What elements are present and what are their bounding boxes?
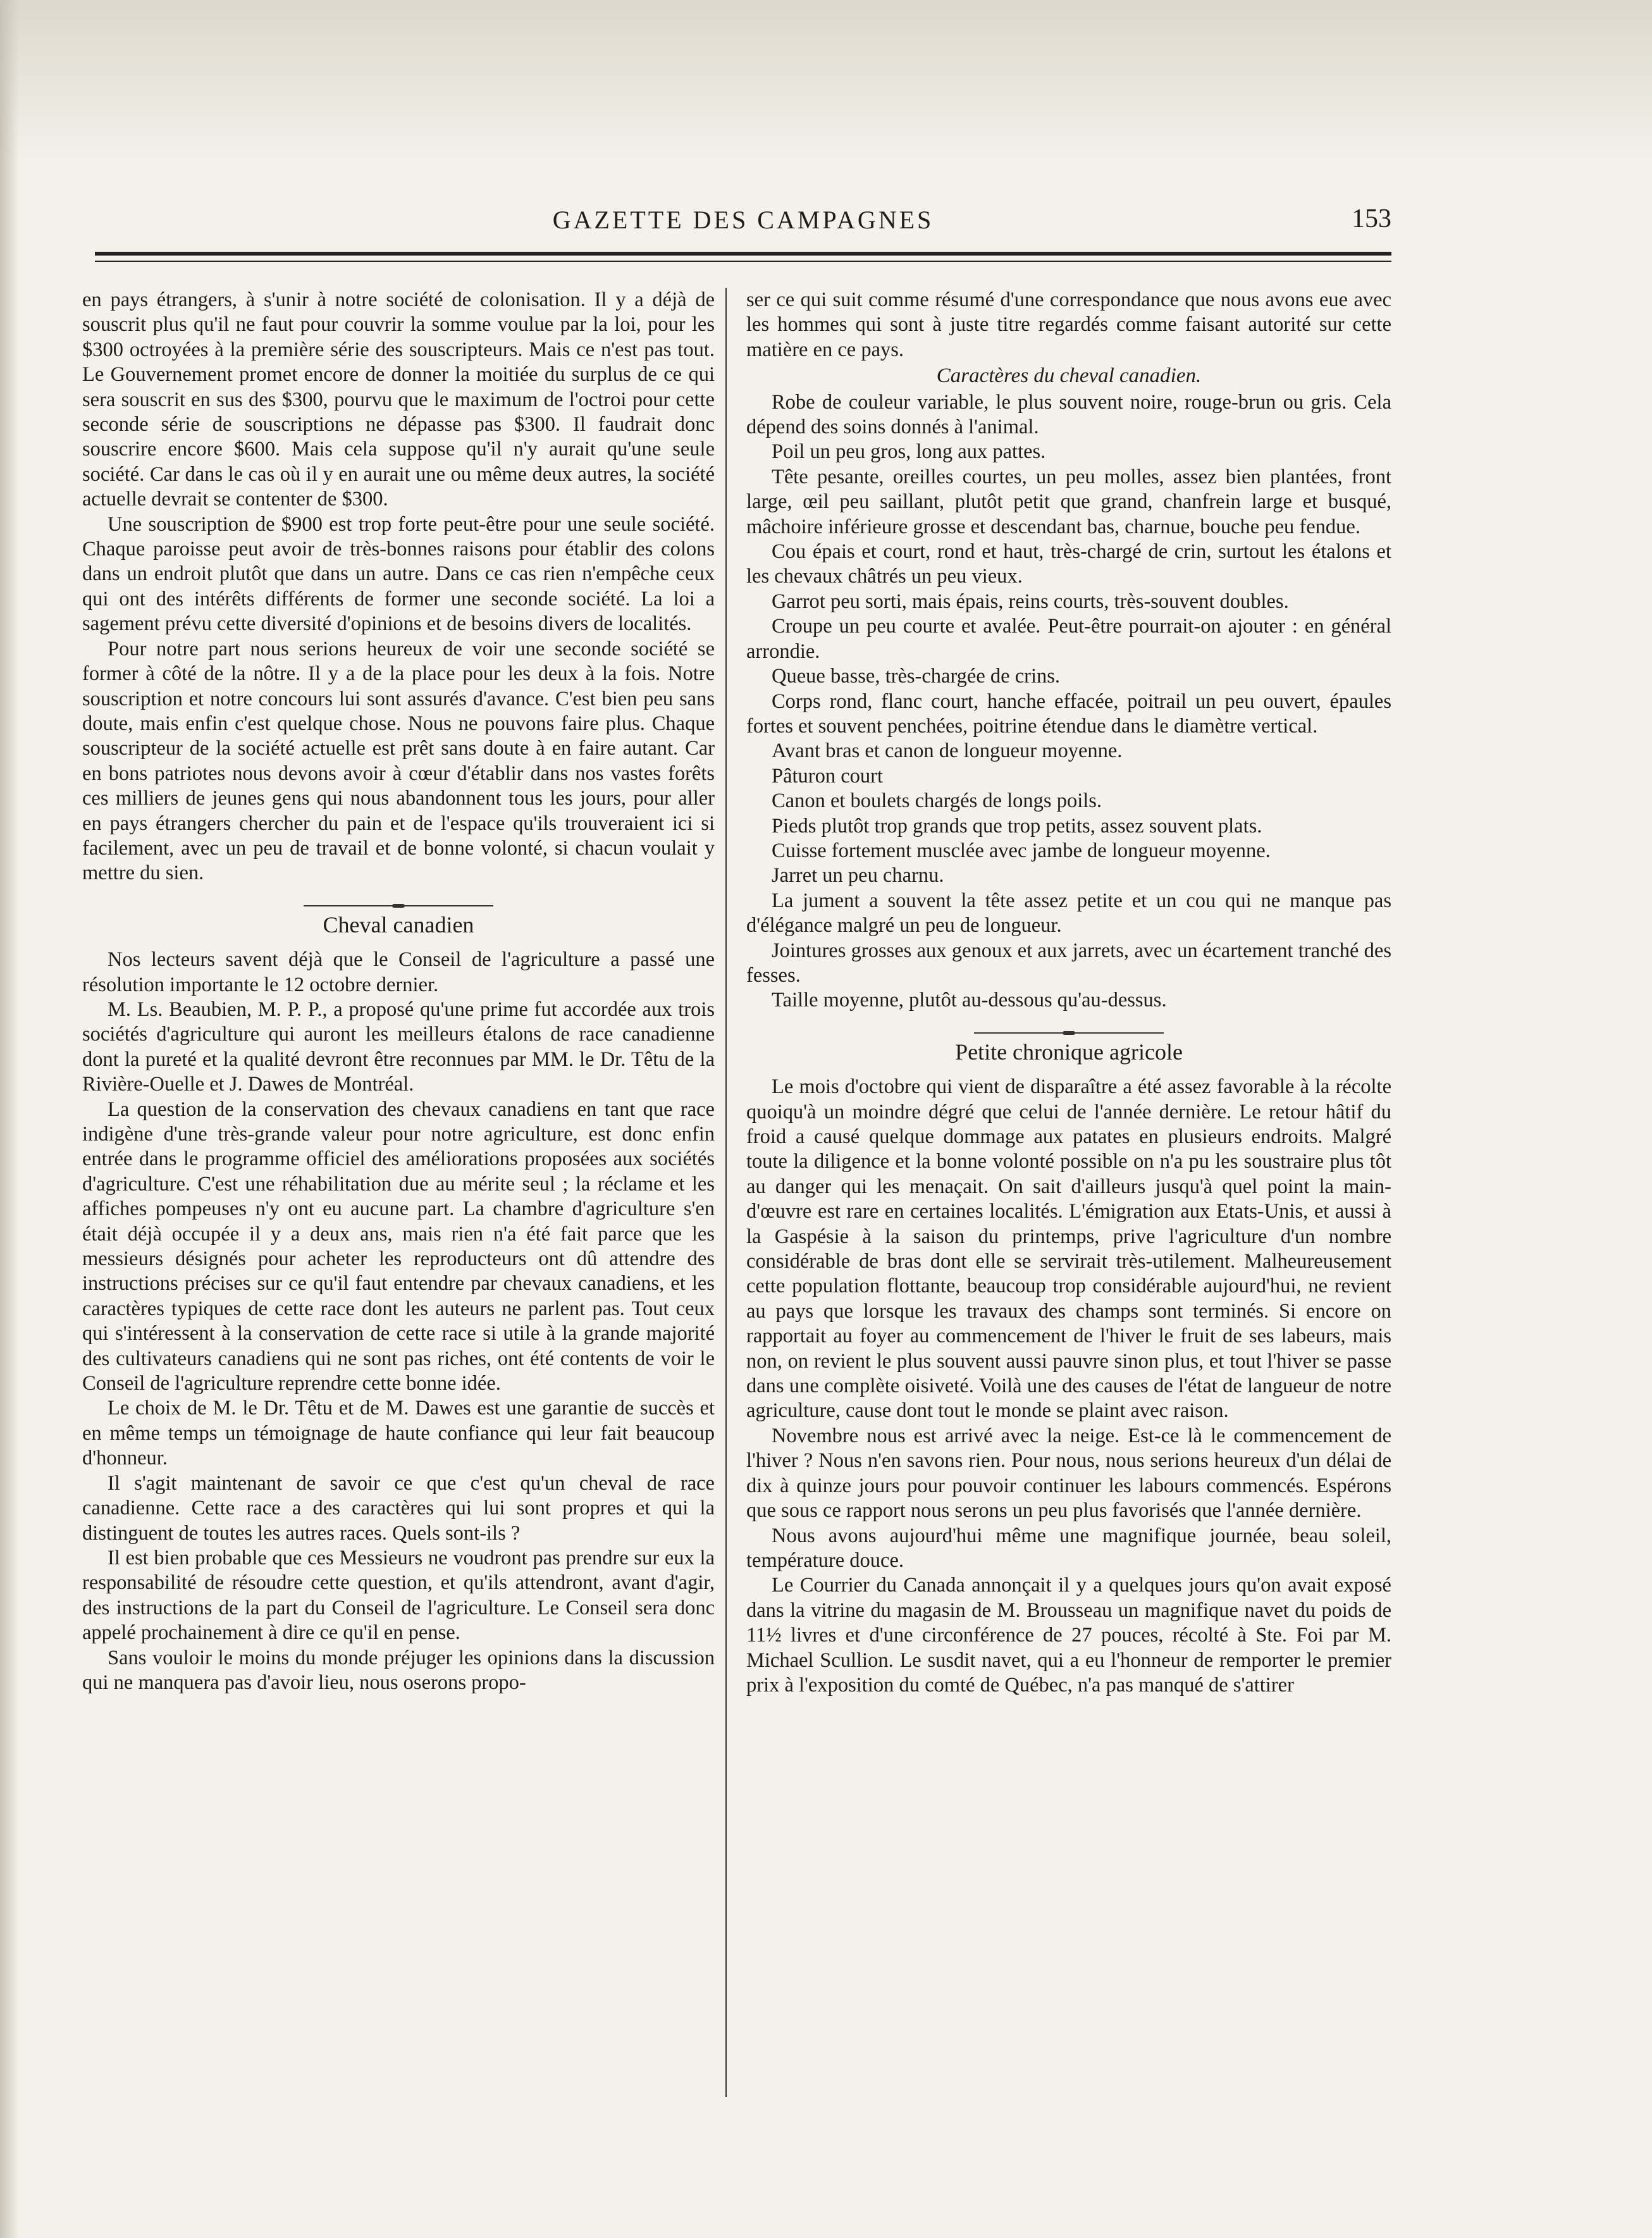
section-separator xyxy=(974,1031,1164,1035)
running-title: GAZETTE DES CAMPAGNES xyxy=(552,206,934,234)
trait-item: Tête pesante, oreilles courtes, un peu molles, assez bien plantées, front large, œil peu saillant, plutôt petit que grand, chanfrein large et busqué, mâchoire inférieure grosse et descendant bas, charnue, bouche peu fendue. xyxy=(746,465,1391,538)
paragraph: La question de la conservation des chevaux canadiens en tant que race indigène d'une très-grande valeur pour notre agriculture, est donc enfin entrée dans le programme officiel des améliorations proposées aux sociétés d'agriculture. C'est une réhabilitation due au mérite seul ; la réclame et les affiches pompeuses n'y ont eu aucune part. La chambre d'agriculture s'en était déjà occupée il y a deux ans, mais rien n'a été fait parce que les messieurs désignés pour acheter les reproducteurs ont dû attendre des instructions précises sur ce qu'il faut entendre par chevaux canadiens, et les caractères typiques de cette race dont les auteurs ne parlent pas. Tout ceux qui s'intéressent à la conservation de cette race si utile à la grande majorité des cultivateurs canadiens qui ne sont pas riches, ont été contents de voir le Conseil de l'agriculture reprendre cette bonne idée. xyxy=(82,1097,715,1395)
scan-shadow-left xyxy=(0,0,19,2238)
header-rule-thin xyxy=(95,261,1391,262)
paragraph: Le choix de M. le Dr. Têtu et de M. Dawes est une garantie de succès et en même temps un témoignage de haute confiance qui leur fait beaucoup d'honneur. xyxy=(82,1397,715,1470)
right-column xyxy=(746,288,1391,1698)
subhead-caracteres: Caractères du cheval canadien. xyxy=(936,364,1202,388)
trait-item: Robe de couleur variable, le plus souvent noire, rouge-brun ou gris. Cela dépend des soins donnés à l'animal. xyxy=(746,390,1391,439)
page-number: 153 xyxy=(1352,204,1391,233)
trait-item: Canon et boulets chargés de longs poils. xyxy=(772,789,1102,813)
paragraph: Le Courrier du Canada annonçait il y a quelques jours qu'on avait exposé dans la vitrine du magasin de M. Brousseau un magnifique navet du poids de 11½ livres et d'une circonférence de 27 pouces, récolté à Ste. Foi par M. Michael Scullion. Le susdit navet, qui a eu l'honneur de remporter le premier prix à l'exposition du comté de Québec, n'a pas manqué de s'attirer xyxy=(746,1574,1391,1697)
paragraph: Nos lecteurs savent déjà que le Conseil de l'agriculture a passé une résolution importante le 12 octobre dernier. xyxy=(82,948,715,996)
page-header xyxy=(95,201,1391,239)
paragraph: Le mois d'octobre qui vient de disparaître a été assez favorable à la récolte quoiqu'à un moindre dégré que celui de l'année dernière. Le retour hâtif du froid a causé quelque dommage aux patates en plusieurs endroits. Malgré toute la diligence et la bonne volonté possible on n'a pu les soustraire plus tôt au danger qui les menaçait. On sait d'ailleurs jusqu'à quel point la main-d'œuvre est rare en certaines localités. L'émigration aux Etats-Unis, et aussi à la Gaspésie à la saison du printemps, prive l'agriculture d'un nombre considérable de bras dont elle se servirait très-utilement. Malheureusement cette population flottante, beaucoup trop considérable aujourd'hui, ne revient au pays que lorsque les travaux des champs sont terminés. Si encore on rapportait au foyer au commencement de l'hiver le fruit de ses labeurs, mais non, on revient le plus souvent aussi pauvre sinon plus, et tout l'hiver se passe dans une complète oisiveté. Voilà une des causes de l'état de langueur de notre agriculture, cause dont tout le monde se plaint avec raison. xyxy=(746,1075,1391,1423)
paragraph: ser ce qui suit comme résumé d'une correspondance que nous avons eue avec les hommes qui sont à juste titre regardés comme faisant autorité sur cette matière en ce pays. xyxy=(746,288,1391,361)
paragraph: Pour notre part nous serions heureux de voir une seconde société se former à côté de la nôtre. Il y a de la place pour les deux à la fois. Notre souscription et notre concours lui sont assurés d'avance. C'est bien peu sans doute, mais enfin c'est quelque chose. Nous ne pouvons faire plus. Chaque souscripteur de la société actuelle est prêt sans doute à en faire autant. Car en bons patriotes nous devons avoir à cœur d'établir dans nos vastes forêts ces milliers de jeunes gens qui nous abandonnent tous les jours, pour aller en pays étrangers chercher du pain et de l'espace qu'ils trouveraient ici si facilement, avec un peu de travail et de bonne volonté, si chacun voulait y mettre du sien. xyxy=(82,637,715,885)
trait-item: Cou épais et court, rond et haut, très-chargé de crin, surtout les étalons et les chevaux châtrés un peu vieux. xyxy=(746,540,1391,588)
trait-item: Pieds plutôt trop grands que trop petits, assez souvent plats. xyxy=(772,814,1262,838)
trait-item: Queue basse, très-chargée de crins. xyxy=(772,665,1060,688)
paragraph: Il est bien probable que ces Messieurs ne voudront pas prendre sur eux la responsabilité de résoudre cette question, et qu'ils attendront, avant d'agir, des instructions de la part du Conseil de l'agriculture. Le Conseil sera donc appelé prochainement à dire ce qu'il en pense. xyxy=(82,1546,715,1645)
section-title-cheval: Cheval canadien xyxy=(323,912,474,937)
scan-shadow-top xyxy=(0,0,1652,164)
trait-item: Jointures grosses aux genoux et aux jarrets, avec un écartement tranché des fesses. xyxy=(746,939,1391,987)
trait-item: Taille moyenne, plutôt au-dessous qu'au-dessus. xyxy=(772,989,1167,1012)
paragraph: Sans vouloir le moins du monde préjuger les opinions dans la discussion qui ne manquera pas d'avoir lieu, nous oserons propo- xyxy=(82,1646,715,1694)
paragraph: en pays étrangers, à s'unir à notre société de colonisation. Il y a déjà de souscrit plus qu'il ne faut pour couvrir la somme voulue par la loi, pour les $300 octroyées à la première série des souscripteurs. Mais ce n'est pas tout. Le Gouvernement promet encore de donner la moitiée du surplus de ce qui sera souscrit en sus des $300, pourvu que le maximum de l'octroi pour cette seconde série de souscriptions ne dépasse pas $300. Il faudrait donc souscrire encore $600. Mais cela suppose qu'il n'y aurait qu'une seule société. Car dans le cas où il y en aurait une ou même deux autres, la société actuelle devrait se contenter de $300. xyxy=(82,288,715,511)
paragraph: M. Ls. Beaubien, M. P. P., a proposé qu'une prime fut accordée aux trois sociétés d'agriculture qui auront les meilleurs étalons de race canadienne dont la pureté et la qualité devront être reconnues par MM. le Dr. Têtu de la Rivière-Ouelle et J. Dawes de Montréal. xyxy=(82,998,715,1096)
column-divider xyxy=(725,288,727,2097)
paragraph: Une souscription de $900 est trop forte peut-être pour une seule société. Chaque paroisse peut avoir de très-bonnes raisons pour établir des colons dans un endroit plutôt que dans un autre. Dans ce cas rien n'empêche ceux qui ont des intérêts différents de former une seconde société. La loi a sagement prévu cette diversité d'opinions et de besoins divers de localités. xyxy=(82,512,715,636)
left-column xyxy=(82,288,715,1695)
paragraph: Novembre nous est arrivé avec la neige. Est-ce là le commencement de l'hiver ? Nous n'en savons rien. Pour nous, nous serions heureux d'un délai de dix à quinze jours pour pouvoir continuer les labours commencés. Espérons que sous ce rapport nous serons un peu plus favorisés que l'année dernière. xyxy=(746,1424,1391,1523)
paragraph: Nous avons aujourd'hui même une magnifique journée, beau soleil, température douce. xyxy=(746,1524,1391,1572)
trait-item: Pâturon court xyxy=(772,764,884,788)
trait-item: Poil un peu gros, long aux pattes. xyxy=(772,440,1046,464)
trait-item: Corps rond, flanc court, hanche effacée, poitrail un peu ouvert, épaules fortes et souvent penchées, poitrine étendue dans le diamètre vertical. xyxy=(746,689,1391,738)
section-separator xyxy=(304,904,493,908)
traits-list xyxy=(746,390,1391,1013)
trait-item: Croupe un peu courte et avalée. Peut-être pourrait-on ajouter : en général arrondie. xyxy=(746,615,1391,663)
section-title-chronique: Petite chronique agricole xyxy=(955,1039,1183,1065)
trait-item: La jument a souvent la tête assez petite et un cou qui ne manque pas d'élégance malgré un peu de longueur. xyxy=(746,889,1391,937)
paragraph: Il s'agit maintenant de savoir ce que c'est qu'un cheval de race canadienne. Cette race a des caractères qui lui sont propres et qui la distinguent de toutes les autres races. Quels sont-ils ? xyxy=(82,1471,715,1545)
header-rule-thick xyxy=(95,252,1391,256)
trait-item: Avant bras et canon de longueur moyenne. xyxy=(772,739,1123,763)
trait-item: Garrot peu sorti, mais épais, reins courts, très-souvent doubles. xyxy=(772,590,1289,613)
trait-item: Cuisse fortement musclée avec jambe de longueur moyenne. xyxy=(772,839,1271,862)
trait-item: Jarret un peu charnu. xyxy=(772,864,944,887)
